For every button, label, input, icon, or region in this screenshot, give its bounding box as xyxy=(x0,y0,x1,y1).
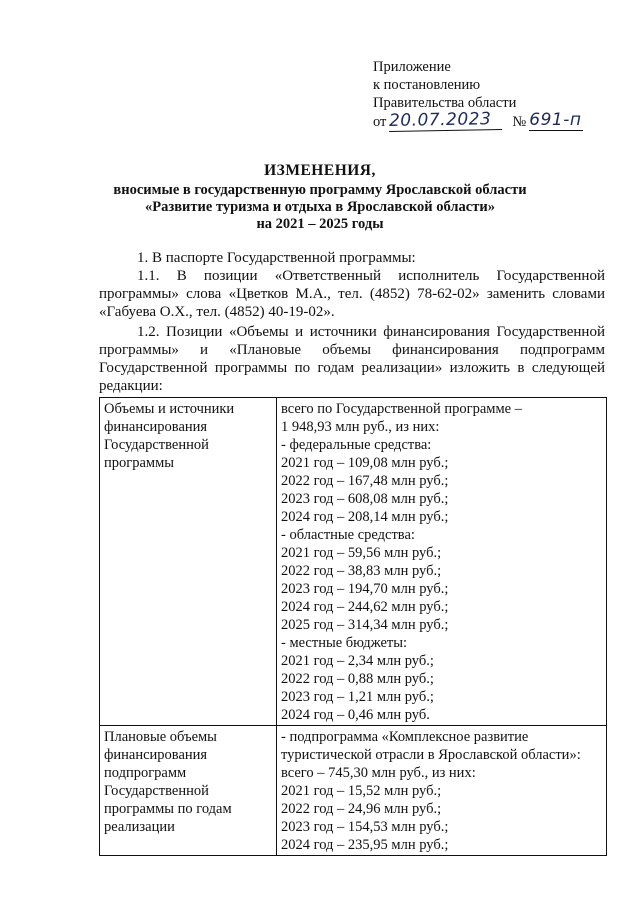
value-line: 2025 год – 314,34 млн руб.; xyxy=(281,617,449,633)
value-line: - подпрограмма «Комплексное развитие xyxy=(281,729,529,745)
value-line: 2024 год – 0,46 млн руб. xyxy=(281,707,430,723)
table-row-values xyxy=(277,398,607,726)
paragraph-1-2: 1.2. Позиции «Объемы и источники финансирования Государственной программы» и «Плановые объемы финансирования подпрограмм Государственной программы по годам реализации» изложить в следующей редакции: xyxy=(99,324,605,394)
value-line: 2024 год – 244,62 млн руб.; xyxy=(281,599,449,615)
appendix-number-label: № xyxy=(512,114,527,130)
value-line: - местные бюджеты: xyxy=(281,635,407,651)
value-line: 2022 год – 24,96 млн руб.; xyxy=(281,801,442,817)
value-line: 2021 год – 109,08 млн руб.; xyxy=(281,455,449,471)
value-line: 2024 год – 235,95 млн руб.; xyxy=(281,837,449,853)
appendix-line-1: Приложение xyxy=(373,59,451,75)
appendix-number: 691-п xyxy=(529,110,582,130)
appendix-header xyxy=(373,58,583,131)
value-line: 2022 год – 167,48 млн руб.; xyxy=(281,473,449,489)
value-line: всего – 745,30 млн руб., из них: xyxy=(281,765,476,781)
value-line: 2021 год – 15,52 млн руб.; xyxy=(281,783,442,799)
value-line: 2022 год – 0,88 млн руб.; xyxy=(281,671,434,687)
table-row-label xyxy=(100,398,277,726)
value-line: 2023 год – 1,21 млн руб.; xyxy=(281,689,434,705)
value-line: 2021 год – 2,34 млн руб.; xyxy=(281,653,434,669)
value-line: - областные средства: xyxy=(281,527,415,543)
appendix-date-row xyxy=(373,109,583,131)
table-row xyxy=(100,398,607,726)
document-title xyxy=(100,160,540,233)
value-line: 2023 год – 154,53 млн руб.; xyxy=(281,819,449,835)
value-line: 2021 год – 59,56 млн руб.; xyxy=(281,545,442,561)
row-label-text: Объемы и источники финансирования Государственной программы xyxy=(104,401,235,471)
table-row xyxy=(100,726,607,856)
passport-table xyxy=(99,397,607,856)
value-line: - федеральные средства: xyxy=(281,437,432,453)
appendix-line-3: Правительства области xyxy=(373,95,517,111)
title-heading: ИЗМЕНЕНИЯ, xyxy=(264,162,376,179)
appendix-line-2: к постановлению xyxy=(373,77,481,93)
value-line: 2023 год – 608,08 млн руб.; xyxy=(281,491,449,507)
appendix-date: 20.07.2023 xyxy=(389,111,502,132)
value-line: всего по Государственной программе – xyxy=(281,401,522,417)
title-line-4: на 2021 – 2025 годы xyxy=(256,216,384,232)
title-line-3: «Развитие туризма и отдыха в Ярославской области» xyxy=(145,199,495,215)
paragraph-1-1: 1.1. В позиции «Ответственный исполнитель Государственной программы» слова «Цветков М.А., тел. (4852) 78-62-02» заменить словами «Габуева О.Х., тел. (4852) 40-19-02». xyxy=(99,268,605,320)
title-line-2: вносимые в государственную программу Ярославской области xyxy=(113,182,527,198)
value-line: 2024 год – 208,14 млн руб.; xyxy=(281,509,449,525)
paragraph-1: 1. В паспорте Государственной программы: xyxy=(137,250,416,266)
appendix-date-prefix: от xyxy=(373,114,387,130)
value-line: туристической отрасли в Ярославской области»: xyxy=(281,747,581,763)
row-label-text: Плановые объемы финансирования подпрограмм Государственной программы по годам реализации xyxy=(104,729,232,835)
value-line: 2023 год – 194,70 млн руб.; xyxy=(281,581,449,597)
table-row-label xyxy=(100,726,277,856)
value-line: 1 948,93 млн руб., из них: xyxy=(281,419,440,435)
body-text xyxy=(99,249,605,395)
table-row-values xyxy=(277,726,607,856)
value-line: 2022 год – 38,83 млн руб.; xyxy=(281,563,442,579)
